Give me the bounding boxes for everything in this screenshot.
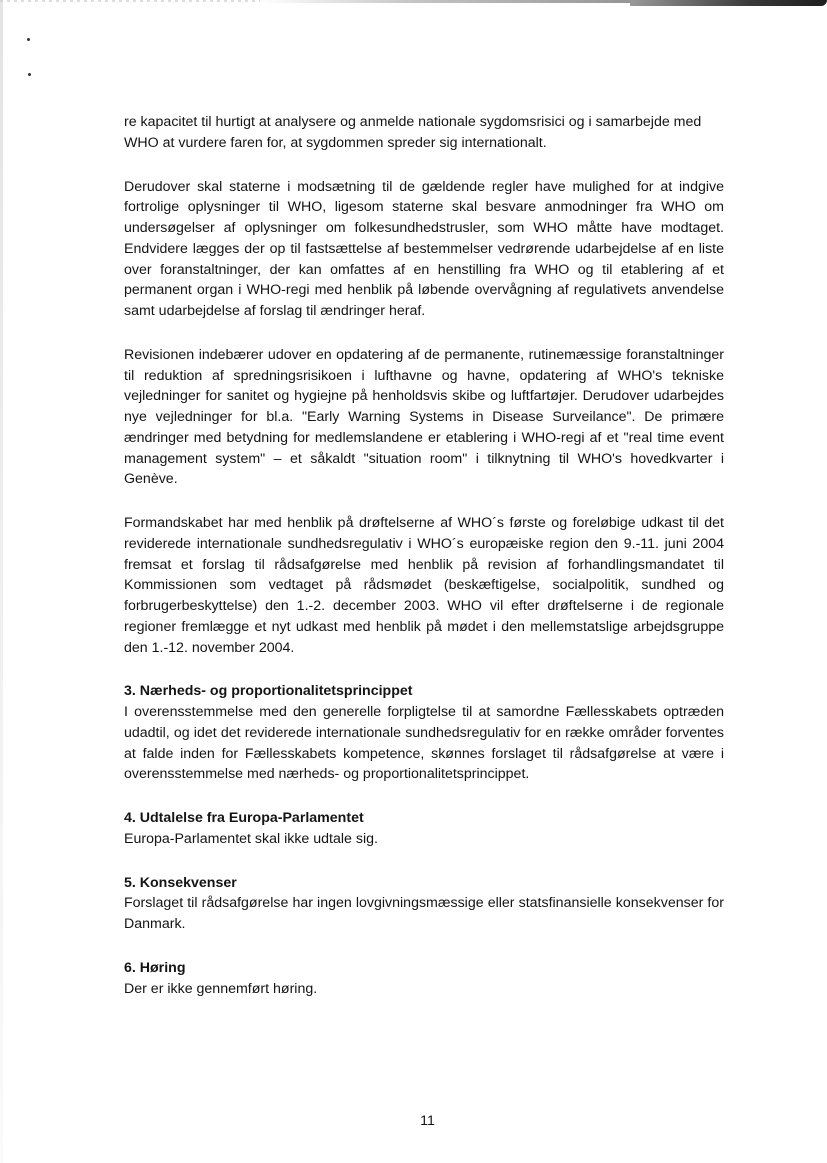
document-page <box>124 112 724 1022</box>
section-heading: 4. Udtalelse fra Europa-Parlamentet <box>124 810 364 826</box>
section-parliament-opinion <box>124 808 724 850</box>
body-paragraph: re kapacitet til hurtigt at analysere og anmelde nationale sygdomsrisici og i samarbejde med WHO at vurdere faren for, at sygdommen spreder sig internationalt. <box>124 114 702 151</box>
section-consequences <box>124 873 724 935</box>
section-heading: 3. Nærheds- og proportionalitetsprincippet <box>124 683 413 700</box>
scan-shadow-dark <box>630 0 827 6</box>
section-subsidiarity <box>124 681 724 785</box>
body-paragraph: Derudover skal staterne i modsætning til de gældende regler have mulighed for at indgive fortrolige oplysninger til WHO, ligesom staterne skal besvare anmodninger fra WHO om undersøgelser af oplysninger om folkesundhedstrusler, som WHO måtte have modtaget. Endvidere lægges der op til fastsættelse af bestemmelser vedrørende udarbejdelse af en liste over foranstaltninger, der kan omfattes af en henstilling fra WHO og til etablering af et permanent organ i WHO-regi med henblik på løbende overvågning af regulativets anvendelse samt udarbejdelse af forslag til ændringer heraf. <box>124 178 724 319</box>
section-body: I overensstemmelse med den generelle forpligtelse til at samordne Fællesskabets optræden udadtil, og idet det reviderede internationale sundhedsregulativ for en række områder forventes at falde inden for Fællesskabets kompetence, skønnes forslaget til rådsafgørelse at være i overensstemmelse med nærheds- og proportionalitetsprincippet. <box>124 704 724 783</box>
scan-speck <box>28 73 31 76</box>
scan-edge-top <box>0 0 827 8</box>
body-paragraph: Revisionen indebærer udover en opdatering af de permanente, rutinemæssige foranstaltninger til reduktion af spredningsrisikoen i lufthavne og havne, opdatering af WHO's tekniske vejledninger for sanitet og hygiejne på henholdsvis skibe og luftfartøjer. Derudover udarbejdes nye vejledninger for bl.a. "Early Warning Systems in Disease Surveilance". De primære ændringer med betydning for medlemslandene er etablering i WHO-regi af et "real time event management system" – et såkaldt "situation room" i tilknytning til WHO's hovedkvarter i Genève. <box>124 346 724 488</box>
body-paragraph: Formandskabet har med henblik på drøftelserne af WHO´s første og foreløbige udkast til det reviderede internationale sundhedsregulativ i WHO´s europæiske region den 9.-11. juni 2004 fremsat et forslag til rådsafgørelse med henblik på revision af forhandlingsmandatet til Kommissionen som vedtaget på rådsmødet (beskæftigelse, socialpolitik, sundhed og forbrugerbeskyttelse) den 1.-2. december 2003. WHO vil efter drøftelserne i de regionale regioner fremlægge et nyt udkast med henblik på mødet i den mellemstatslige arbejdsgruppe den 1.-12. november 2004. <box>124 515 724 656</box>
scan-shadow-light <box>260 0 640 3</box>
section-heading: 6. Høring <box>124 959 186 976</box>
section-consultation <box>124 958 724 1000</box>
section-heading: 5. Konsekvenser <box>124 874 237 891</box>
scan-speck <box>27 38 30 41</box>
section-body: Forslaget til rådsafgørelse har ingen lovgivningsmæssige eller statsfinansielle konsekvenser for Danmark. <box>124 895 724 932</box>
page-number: 11 <box>420 1113 435 1129</box>
section-body: Europa-Parlamentet skal ikke udtale sig. <box>124 830 378 847</box>
scan-edge-left <box>0 0 3 1163</box>
section-body: Der er ikke gennemført høring. <box>124 980 318 997</box>
scan-noise <box>0 0 260 2</box>
